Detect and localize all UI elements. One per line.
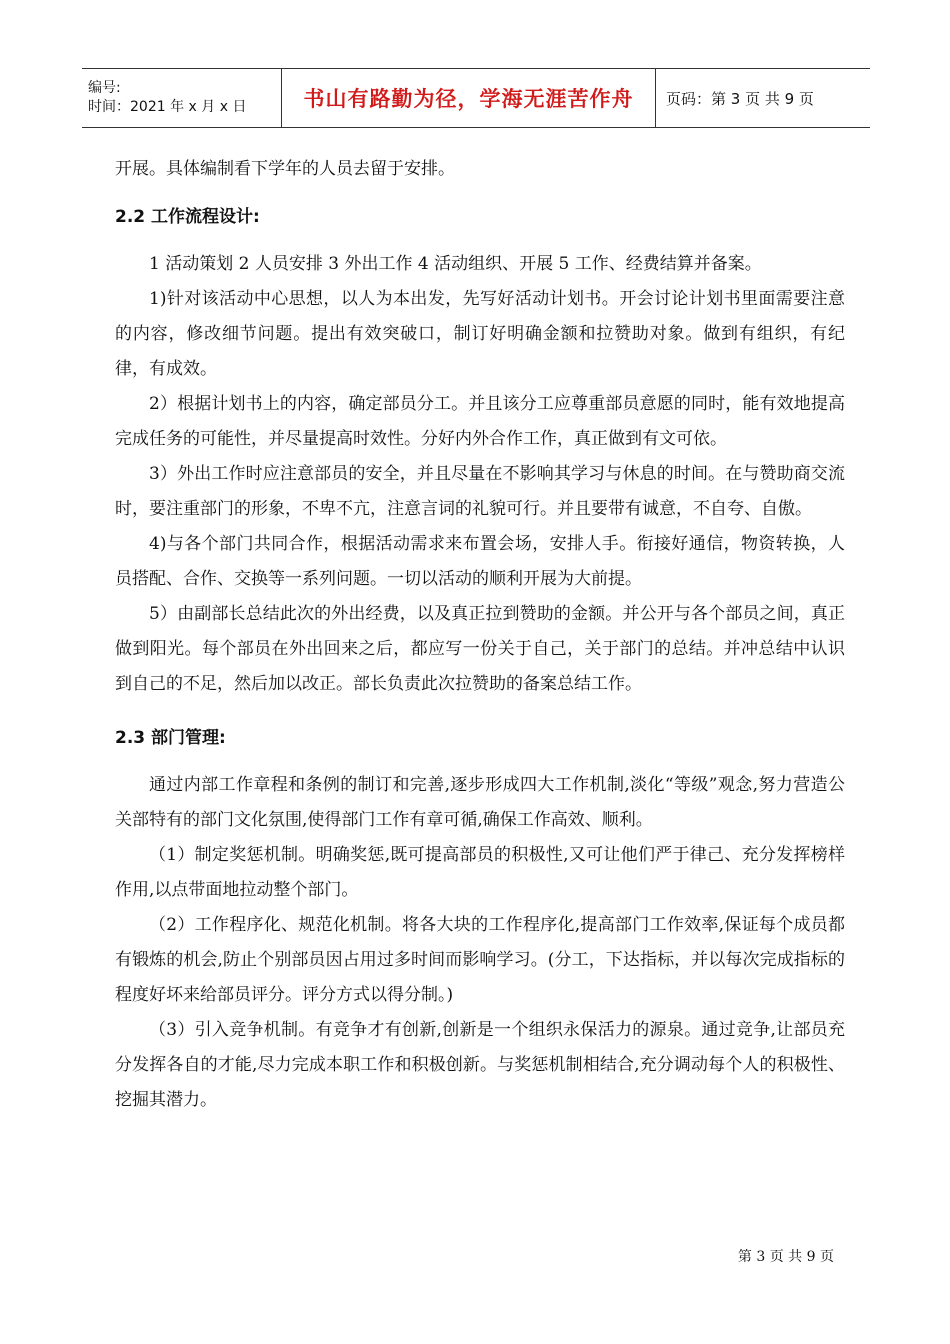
section-2-3-heading: 2.3 部门管理: [115,728,226,748]
page-header [82,68,870,128]
header-meta [82,69,282,127]
workflow-steps: 1 活动策划 2 人员安排 3 外出工作 4 活动组织、开展 5 工作、经费结算并备案。 [149,254,762,274]
management-paragraph-3: （3）引入竞争机制。有竞争才有创新,创新是一个组织永保活力的源泉。通过竞争,让部员充分发挥各自的才能,尽力完成本职工作和积极创新。与奖惩机制相结合,充分调动每个人的积极性、挖掘其潜力。 [115,1020,845,1110]
document-body [115,152,845,1118]
section-2-2-heading: 2.2 工作流程设计: [115,207,260,227]
intro-paragraph: 开展。具体编制看下学年的人员去留于安排。 [115,159,455,179]
workflow-paragraph-4: 4)与各个部门共同合作，根据活动需求来布置会场，安排人手。衔接好通信，物资转换，人员搭配、合作、交换等一系列问题。一切以活动的顺利开展为大前提。 [115,534,845,589]
workflow-paragraph-5: 5）由副部长总结此次的外出经费，以及真正拉到赞助的金额。并公开与各个部员之间，真正做到阳光。每个部员在外出回来之后，都应写一份关于自己，关于部门的总结。并冲总结中认识到自己的不足，然后加以改正。部长负责此次拉赞助的备案总结工作。 [115,604,845,694]
header-motto: 书山有路勤为径，学海无涯苦作舟 [303,87,634,111]
page-footer: 第 3 页 共 9 页 [737,1249,834,1265]
workflow-paragraph-2: 2）根据计划书上的内容，确定部员分工。并且该分工应尊重部员意愿的同时，能有效地提高完成任务的可能性，并尽量提高时效性。分好内外合作工作，真正做到有文可依。 [115,394,845,449]
header-page-info: 页码：第 3 页 共 9 页 [666,89,814,108]
header-motto-cell [282,69,656,127]
workflow-paragraph-3: 3）外出工作时应注意部员的安全，并且尽量在不影响其学习与休息的时间。在与赞助商交流时，要注重部门的形象，不卑不亢，注意言词的礼貌可行。并且要带有诚意，不自夸、自傲。 [115,464,845,519]
management-paragraph-2: （2）工作程序化、规范化机制。将各大块的工作程序化,提高部门工作效率,保证每个成员都有锻炼的机会,防止个别部员因占用过多时间而影响学习。(分工，下达指标，并以每次完成指标的程度好坏来给部员评分。评分方式以得分制。) [115,915,845,1005]
workflow-paragraph-1: 1)针对该活动中心思想，以人为本出发，先写好活动计划书。开会讨论计划书里面需要注意的内容，修改细节问题。提出有效突破口，制订好明确金额和拉赞助对象。做到有组织，有纪律，有成效。 [115,289,845,379]
management-paragraph-1: （1）制定奖惩机制。明确奖惩,既可提高部员的积极性,又可让他们严于律己、充分发挥榜样作用,以点带面地拉动整个部门。 [115,845,845,900]
doc-number-label: 编号: [88,80,121,96]
management-paragraph-0: 通过内部工作章程和条例的制订和完善,逐步形成四大工作机制,淡化“等级”观念,努力营造公关部特有的部门文化氛围,使得部门工作有章可循,确保工作高效、顺利。 [115,775,845,830]
header-page-cell [656,69,870,127]
doc-time-label: 时间：2021 年 x 月 x 日 [88,99,247,115]
